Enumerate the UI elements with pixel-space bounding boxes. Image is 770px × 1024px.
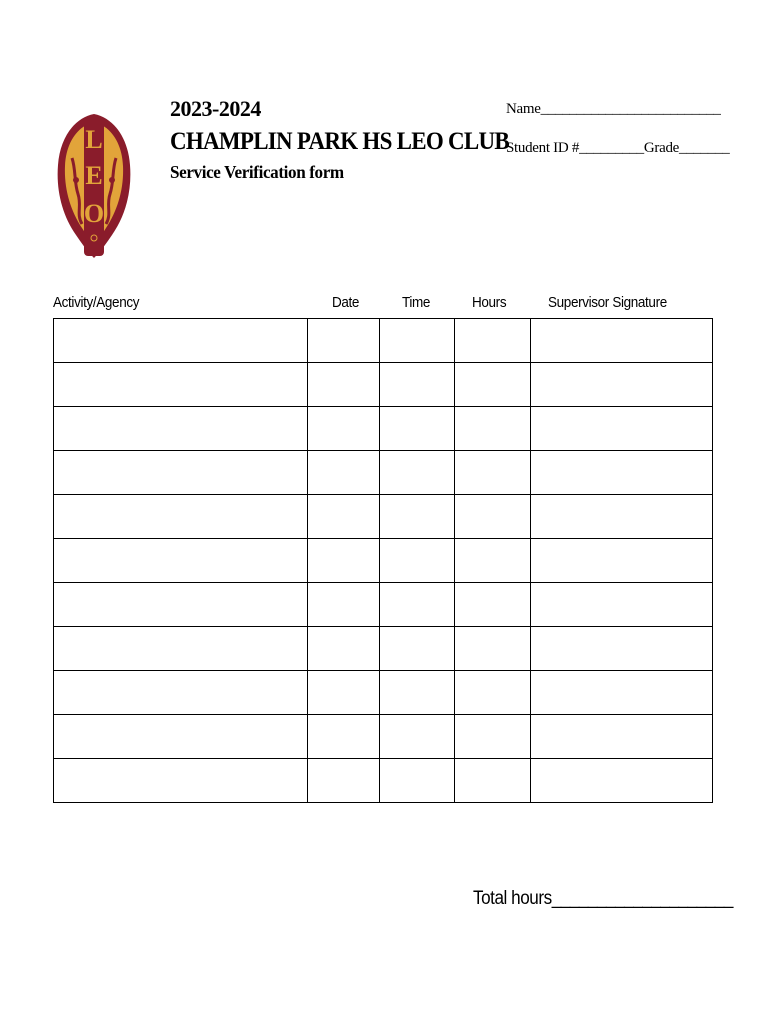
name-field[interactable]: Name_________________________ xyxy=(506,101,721,117)
time-cell[interactable] xyxy=(380,583,455,627)
column-header-supervisor-signature: Supervisor Signature xyxy=(548,294,667,311)
date-cell[interactable] xyxy=(307,583,380,627)
signature-cell[interactable] xyxy=(531,363,713,407)
table-row xyxy=(54,759,713,803)
leo-club-logo xyxy=(52,110,136,260)
date-cell[interactable] xyxy=(307,451,380,495)
hours-cell[interactable] xyxy=(455,407,531,451)
signature-cell[interactable] xyxy=(531,407,713,451)
svg-text:E: E xyxy=(85,161,103,190)
activity-cell[interactable] xyxy=(54,583,308,627)
hours-cell[interactable] xyxy=(455,627,531,671)
form-heading xyxy=(170,96,538,183)
total-hours-field[interactable]: Total hours____________________ xyxy=(473,888,733,909)
signature-cell[interactable] xyxy=(531,583,713,627)
table-row xyxy=(54,627,713,671)
signature-cell[interactable] xyxy=(531,495,713,539)
table-row xyxy=(54,363,713,407)
date-cell[interactable] xyxy=(307,671,380,715)
date-cell[interactable] xyxy=(307,407,380,451)
signature-cell[interactable] xyxy=(531,539,713,583)
date-cell[interactable] xyxy=(307,495,380,539)
hours-cell[interactable] xyxy=(455,319,531,363)
signature-cell[interactable] xyxy=(531,451,713,495)
time-cell[interactable] xyxy=(380,539,455,583)
date-cell[interactable] xyxy=(307,319,380,363)
column-header-time: Time xyxy=(402,294,431,311)
time-cell[interactable] xyxy=(380,319,455,363)
signature-cell[interactable] xyxy=(531,759,713,803)
hours-cell[interactable] xyxy=(455,671,531,715)
date-cell[interactable] xyxy=(307,759,380,803)
hours-cell[interactable] xyxy=(455,495,531,539)
time-cell[interactable] xyxy=(380,451,455,495)
student-info xyxy=(506,101,729,157)
activity-cell[interactable] xyxy=(54,451,308,495)
svg-text:L: L xyxy=(85,125,103,154)
time-cell[interactable] xyxy=(380,363,455,407)
column-header-activity: Activity/Agency xyxy=(53,294,140,311)
activity-cell[interactable] xyxy=(54,407,308,451)
signature-cell[interactable] xyxy=(531,627,713,671)
time-cell[interactable] xyxy=(380,671,455,715)
hours-cell[interactable] xyxy=(455,539,531,583)
signature-cell[interactable] xyxy=(531,671,713,715)
time-cell[interactable] xyxy=(380,627,455,671)
table-row xyxy=(54,539,713,583)
club-name: CHAMPLIN PARK HS LEO CLUB xyxy=(170,128,509,155)
time-cell[interactable] xyxy=(380,407,455,451)
signature-cell[interactable] xyxy=(531,715,713,759)
table-row xyxy=(54,319,713,363)
activity-cell[interactable] xyxy=(54,715,308,759)
date-cell[interactable] xyxy=(307,627,380,671)
date-cell[interactable] xyxy=(307,539,380,583)
column-header-date: Date xyxy=(332,294,360,311)
activity-cell[interactable] xyxy=(54,539,308,583)
svg-text:O: O xyxy=(83,199,105,228)
school-year: 2023-2024 xyxy=(170,96,261,121)
table-row xyxy=(54,407,713,451)
time-cell[interactable] xyxy=(380,715,455,759)
activity-cell[interactable] xyxy=(54,627,308,671)
activity-cell[interactable] xyxy=(54,671,308,715)
table-row xyxy=(54,451,713,495)
service-log-table xyxy=(53,318,713,803)
activity-cell[interactable] xyxy=(54,363,308,407)
hours-cell[interactable] xyxy=(455,363,531,407)
time-cell[interactable] xyxy=(380,495,455,539)
activity-cell[interactable] xyxy=(54,319,308,363)
student-id-grade-field[interactable]: Student ID #_________Grade_______ xyxy=(506,140,730,156)
hours-cell[interactable] xyxy=(455,715,531,759)
table-row xyxy=(54,715,713,759)
table-row xyxy=(54,495,713,539)
date-cell[interactable] xyxy=(307,363,380,407)
hours-cell[interactable] xyxy=(455,451,531,495)
activity-cell[interactable] xyxy=(54,495,308,539)
form-title: Service Verification form xyxy=(170,162,344,182)
table-row xyxy=(54,671,713,715)
signature-cell[interactable] xyxy=(531,319,713,363)
table-row xyxy=(54,583,713,627)
activity-cell[interactable] xyxy=(54,759,308,803)
hours-cell[interactable] xyxy=(455,759,531,803)
date-cell[interactable] xyxy=(307,715,380,759)
hours-cell[interactable] xyxy=(455,583,531,627)
time-cell[interactable] xyxy=(380,759,455,803)
column-header-hours: Hours xyxy=(472,294,507,311)
